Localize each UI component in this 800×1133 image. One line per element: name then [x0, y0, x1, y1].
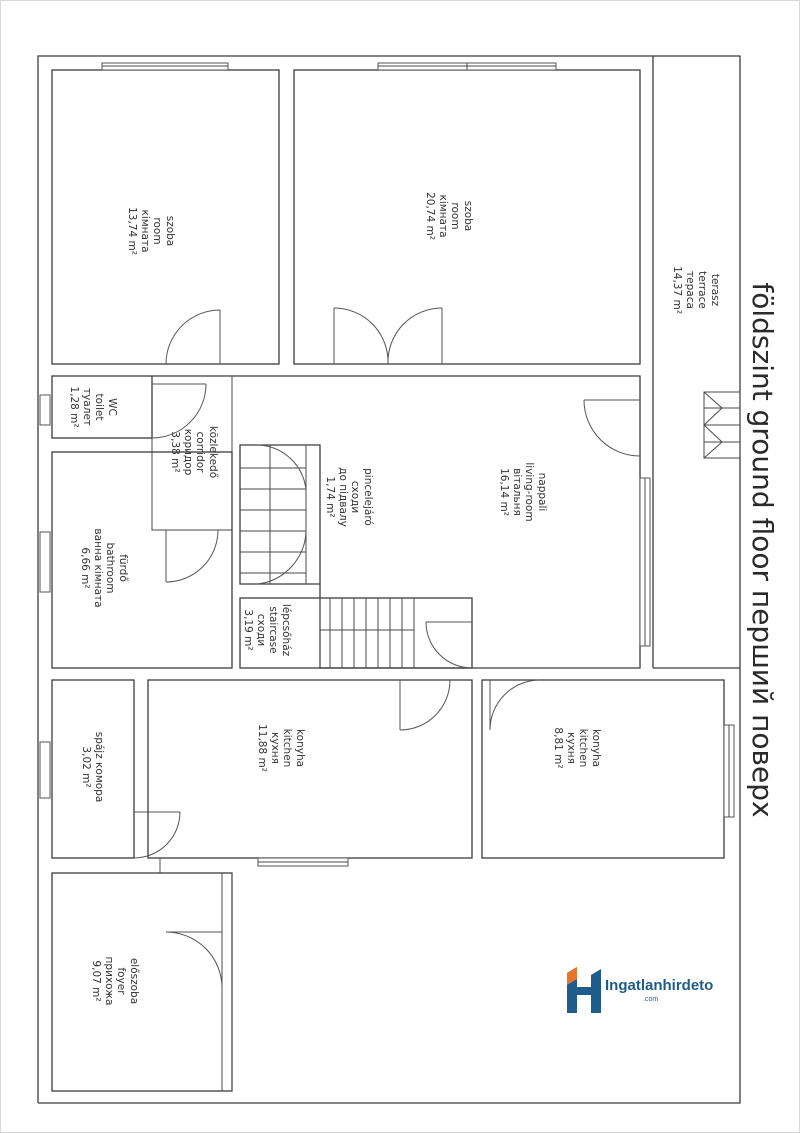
label-line: fürdő: [117, 554, 129, 582]
room-label-nappali: [496, 444, 548, 540]
label-line: кімната: [437, 194, 449, 238]
label-area: 8,81 m²: [552, 727, 565, 769]
basement-stairs: [240, 445, 306, 584]
label-line: WC: [106, 398, 118, 416]
label-line: прихожа: [103, 956, 115, 1006]
label-line: до підвалу: [337, 467, 349, 527]
label-area: 20,74 m²: [424, 192, 437, 240]
label-line: terasz: [709, 273, 721, 307]
label-line: кухня: [565, 732, 577, 764]
room-label-wc: [66, 377, 118, 437]
label-line: lépcsőház: [280, 603, 292, 657]
label-line: сходи: [255, 613, 267, 647]
terrace-steps: [704, 392, 740, 458]
label-line: konyha: [294, 728, 306, 768]
label-area: 16,14 m²: [498, 468, 511, 516]
label-line: kitchen: [281, 728, 294, 768]
label-area: 13,74 m²: [126, 207, 139, 255]
label-area: 3,02 m²: [80, 746, 93, 788]
windows: [40, 63, 734, 866]
floor-title: földszint ground floor перший поверх: [746, 282, 779, 818]
label-line: room: [449, 202, 462, 230]
label-line: ванна кімната: [92, 528, 104, 608]
room-label-terasz: [669, 250, 721, 330]
label-line: pincelejáró: [362, 468, 374, 526]
label-line: room: [151, 217, 164, 245]
label-area: 3,38 m²: [169, 431, 182, 473]
room-label-kozlekedo: [167, 407, 219, 497]
room-label-pince: [322, 449, 374, 545]
label-area: 14,37 m²: [671, 266, 684, 314]
label-line: spájz комора: [93, 731, 105, 803]
logo-text: Ingatlanhirdeto: [605, 977, 714, 994]
logo-house-icon: [565, 965, 605, 1017]
label-area: 11,88 m²: [256, 724, 269, 772]
logo-domain: .com: [643, 996, 659, 1003]
label-area: 1,28 m²: [68, 386, 81, 428]
room-label-szoba1: [124, 191, 176, 271]
room-outline-konyha1: [148, 680, 472, 858]
staircase-stairs: [320, 598, 414, 668]
label-line: коридор: [182, 428, 194, 476]
label-line: kitchen: [577, 728, 590, 768]
label-line: сходи: [349, 480, 362, 514]
room-label-furdo: [77, 513, 129, 623]
room-label-lepcso: [240, 590, 292, 670]
label-line: foyer: [115, 967, 128, 995]
room-label-szoba2: [422, 176, 474, 256]
label-line: közlekedő: [207, 425, 219, 479]
label-line: szoba: [462, 200, 474, 232]
label-line: toilet: [93, 393, 106, 421]
label-area: 1,74 m²: [324, 476, 337, 518]
label-line: staircase: [267, 606, 280, 654]
label-line: кімната: [139, 209, 151, 253]
label-line: кухня: [269, 732, 281, 764]
room-outline-eloszoba: [52, 873, 232, 1091]
label-line: corridor: [194, 431, 207, 473]
room-label-spajz: [79, 725, 105, 809]
label-line: nappali: [536, 472, 548, 512]
label-area: 3,19 m²: [242, 609, 255, 651]
room-label-eloszoba: [88, 941, 140, 1021]
label-line: szoba: [164, 215, 176, 247]
label-line: bathroom: [104, 542, 117, 594]
label-line: előszoba: [128, 957, 140, 1005]
label-area: 6,66 m²: [79, 547, 92, 589]
label-line: вітальня: [511, 468, 523, 516]
label-line: тераса: [684, 271, 696, 309]
room-label-konyha1: [254, 708, 306, 788]
brand-logo: [565, 965, 735, 1021]
label-area: 9,07 m²: [90, 960, 103, 1002]
label-line: туалет: [81, 387, 93, 427]
label-line: terrace: [696, 271, 709, 309]
label-line: living-room: [523, 462, 536, 522]
room-label-konyha2: [550, 708, 602, 788]
label-line: konyha: [590, 728, 602, 768]
room-outline-konyha2: [482, 680, 724, 858]
